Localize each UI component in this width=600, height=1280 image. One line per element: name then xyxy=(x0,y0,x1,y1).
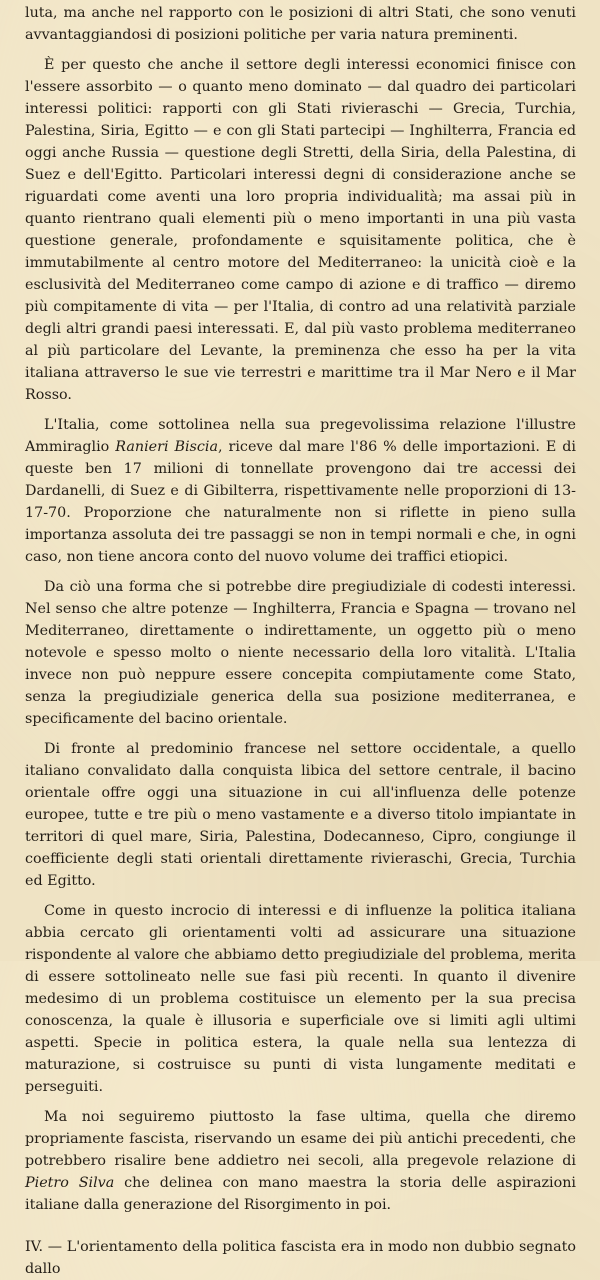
paragraph-3-text-b: , riceve dal mare l'86 % delle importazioni. E di queste ben 17 milioni di tonnellate provengono dai tre accessi dei Dardanelli, di Suez e di Gibilterra, rispettivamente nelle proporzioni di 13-17-70. Proporzione che naturalmente non si riflette in pieno sulla importanza assoluta dei tre passaggi se non in tempi normali e che, in ogni caso, non tiene ancora conto del nuovo volume dei traffici etiopici. xyxy=(25,439,577,565)
paragraph-7 xyxy=(25,1106,576,1216)
paragraph-3-name: Ranieri Biscia xyxy=(115,439,219,455)
paragraph-7-name: Pietro Silva xyxy=(25,1175,115,1191)
section-heading-iv: IV. — L'orientamento della politica fascista era in modo non dubbio segnato dallo xyxy=(25,1239,576,1277)
paragraph-6: Come in questo incrocio di interessi e di influenze la politica italiana abbia cercato gli orientamenti volti ad assicurare una situazione rispondente al valore che abbiamo detto pregiudiziale del problema, merita di essere sottolineato nelle sue fasi più recenti. In quanto il divenire medesimo di un problema costituisce un elemento per la sua precisa conoscenza, la quale è illusoria e superficiale ove si limiti agli ultimi aspetti. Specie in politica estera, la quale nella sua lentezza di maturazione, si costruisce su punti di vista lungamente meditati e perseguiti. xyxy=(25,903,576,1095)
paragraph-1: luta, ma anche nel rapporto con le posizioni di altri Stati, che sono venuti avvantaggiandosi di posizioni politiche per varia natura preminenti. xyxy=(25,5,576,43)
paragraph-5: Di fronte al predominio francese nel settore occidentale, a quello italiano convalidato dalla conquista libica del settore centrale, il bacino orientale offre oggi una situazione in cui all'influenza delle potenze europee, tutte e tre più o meno vastamente e a diverso titolo impiantate in territori di quel mare, Siria, Palestina, Dodecanneso, Cipro, congiunge il coefficiente degli stati orientali direttamente rivieraschi, Grecia, Turchia ed Egitto. xyxy=(25,741,576,889)
paragraph-2: È per questo che anche il settore degli interessi economici finisce con l'essere assorbito — o quanto meno dominato — dal quadro dei particolari interessi politici: rapporti con gli Stati rivieraschi — Grecia, Turchia, Palestina, Siria, Egitto — e con gli Stati partecipi — Inghilterra, Francia ed oggi anche Russia — questione degli Stretti, della Siria, della Palestina, di Suez e dell'Egitto. Particolari interessi degni di considerazione anche se riguardati come aventi una loro propria individualità; ma assai più in quanto rientrano quali elementi più o meno importanti in una più vasta questione generale, profondamente e squisitamente politica, che è immutabilmente al centro motore del Mediterraneo: la unicità cioè e la esclusività del Mediterraneo come campo di azione e di traffico — diremo più compitamente di vita — per l'Italia, di contro ad una relatività parziale degli altri grandi paesi interessati. E, dal più vasto problema mediterraneo al più particolare del Levante, la preminenza che esso ha per la vita italiana attraverso le sue vie terrestri e marittime tra il Mar Nero e il Mar Rosso. xyxy=(25,57,576,403)
paragraph-7-text-b: che delinea con mano maestra la storia delle aspirazioni italiane dalla generazione del Risorgimento in poi. xyxy=(25,1175,576,1213)
paragraph-3-text-a: L'Italia, come sottolinea nella sua pregevolissima relazione l'illustre Ammiraglio xyxy=(25,417,576,455)
paragraph-3 xyxy=(25,414,576,568)
paragraph-4: Da ciò una forma che si potrebbe dire pregiudiziale di codesti interessi. Nel senso che altre potenze — Inghilterra, Francia e Spagna — trovano nel Mediterraneo, direttamente o indirettamente, un oggetto più o meno notevole e spesso molto o niente necessario della loro vitalità. L'Italia invece non può neppure essere concepita compiutamente come Stato, senza la pregiudiziale generica della sua posizione mediterranea, e specificamente del bacino orientale. xyxy=(25,579,576,727)
paragraph-7-text-a: Ma noi seguiremo piuttosto la fase ultima, quella che diremo propriamente fascista, riservando un esame dei più antichi precedenti, che potrebbero risalire bene addietro nei secoli, alla pregevole relazione di xyxy=(25,1109,576,1169)
